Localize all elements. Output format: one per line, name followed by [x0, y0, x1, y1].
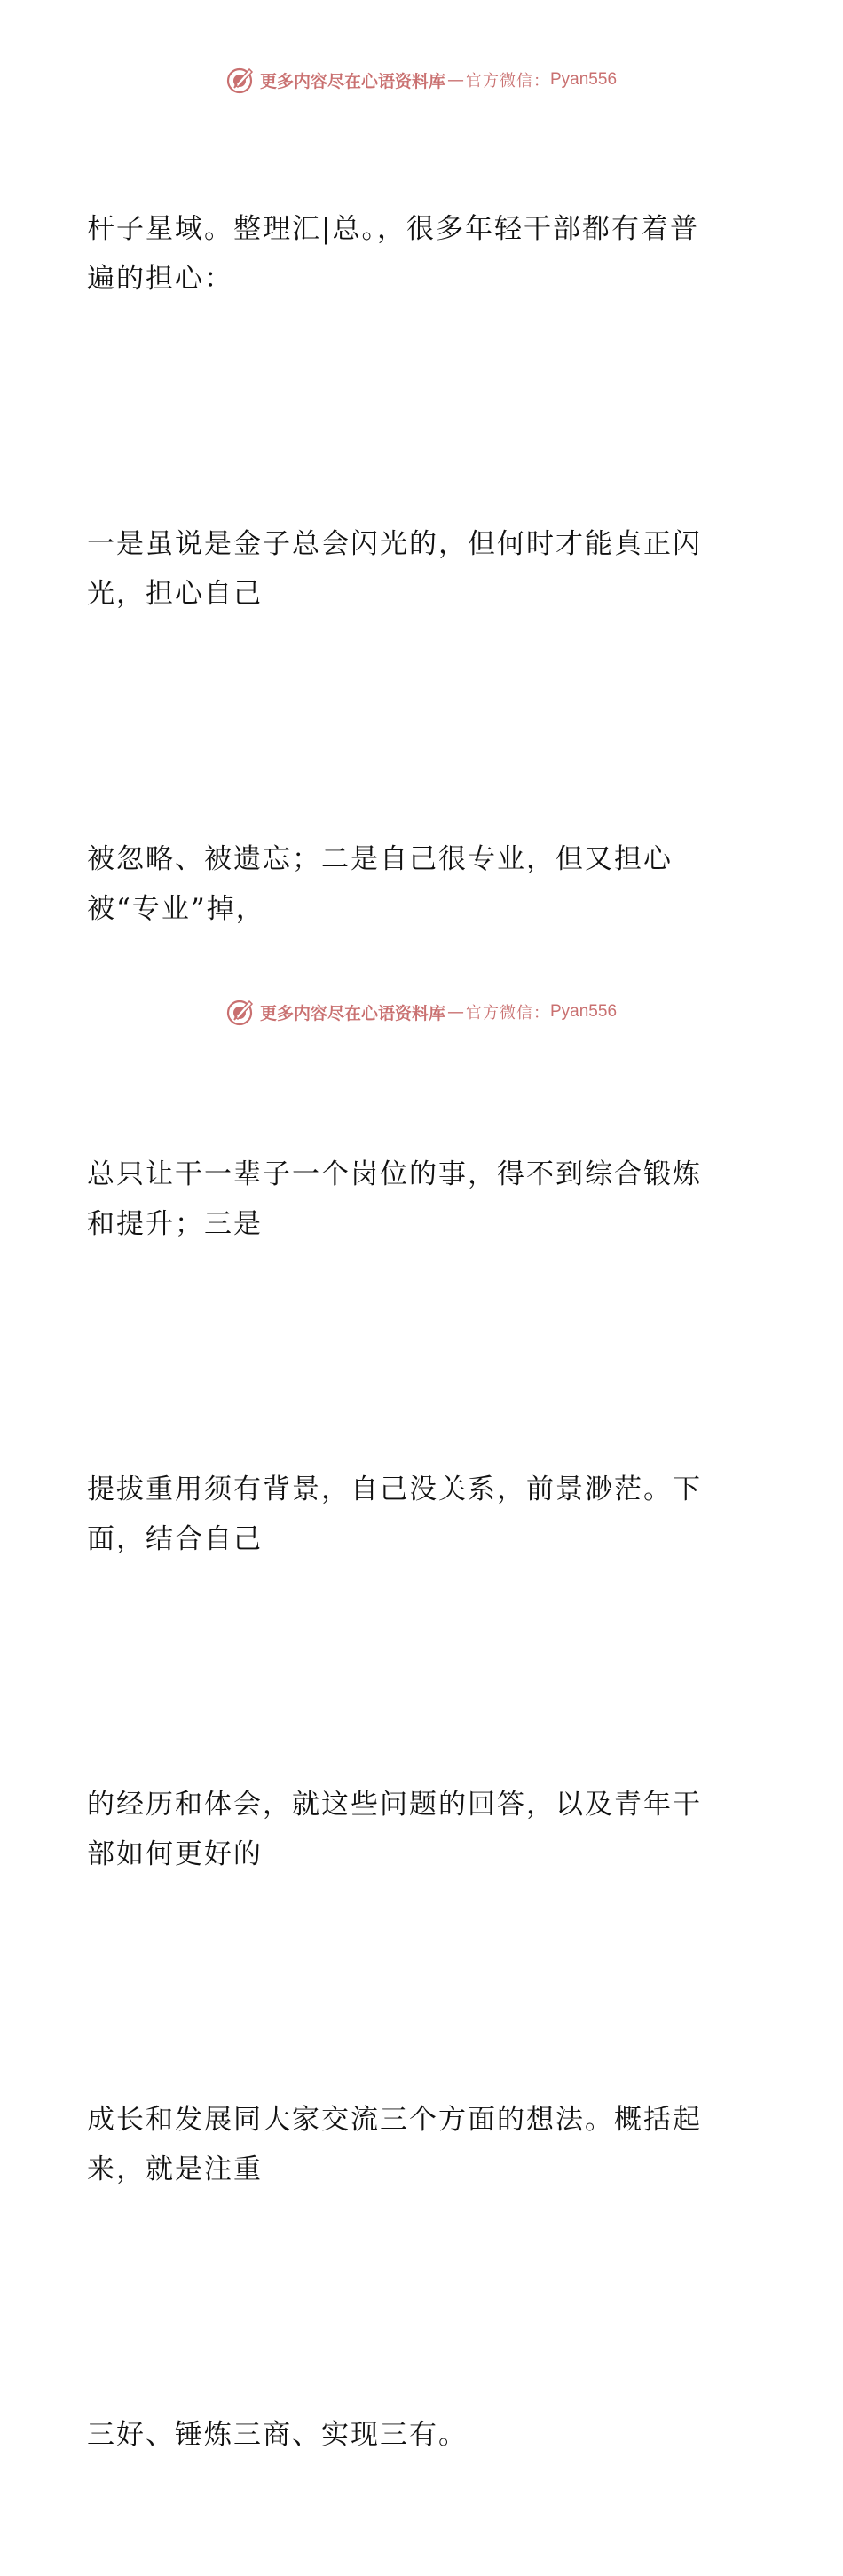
watermark-separator: —: [447, 1002, 464, 1022]
text-line: 面，结合自己: [87, 1523, 263, 1555]
paragraph: [87, 1365, 761, 1663]
document-body: [87, 105, 761, 2576]
watermark-separator: —: [447, 70, 464, 90]
watermark-main-text: 更多内容尽在心语资料库: [259, 1003, 445, 1023]
text-line: 提拔重用须有背景，自己没关系，前景渺茫。下: [87, 1474, 702, 1505]
text-line: 的经历和体会，就这些问题的回答，以及青年干: [87, 1789, 702, 1821]
paragraph: [87, 1995, 761, 2294]
text-line: 成长和发展同大家交流三个方面的想法。概括起: [87, 2104, 702, 2136]
text-line: 光，担心自己: [87, 578, 263, 610]
text-line: 遍的担心：: [87, 263, 233, 295]
footer-watermark: [0, 994, 843, 1030]
text-line: 被忽略、被遗忘；二是自己很专业，但又担心: [87, 843, 673, 875]
quill-logo-icon: [226, 998, 255, 1026]
watermark-wechat-id: Pyan556: [550, 70, 618, 89]
watermark-wechat-label: 官方微信：: [466, 72, 550, 91]
paragraph: [87, 105, 761, 403]
paragraph: [87, 735, 761, 1033]
quill-logo-icon: [226, 66, 255, 94]
watermark-wechat-label: 官方微信：: [466, 1004, 550, 1023]
paragraph: [87, 1680, 761, 1979]
text-line: 来，就是注重: [87, 2153, 263, 2185]
text-line: 总只让干一辈子一个岗位的事，得不到综合锻炼: [87, 1158, 702, 1190]
text-line: 部如何更好的: [87, 1838, 263, 1870]
watermark-wechat-id: Pyan556: [550, 1002, 618, 1021]
text-line: 三好、锤炼三商、实现三有。: [87, 2419, 468, 2451]
text-line: 和提升；三是: [87, 1208, 263, 1240]
text-line: 被“专业”掉，: [87, 893, 265, 925]
watermark-main-text: 更多内容尽在心语资料库: [259, 71, 445, 91]
header-watermark: [0, 62, 843, 98]
paragraph: [87, 420, 761, 718]
paragraph: [87, 2311, 761, 2559]
text-line: 一是虽说是金子总会闪光的，但何时才能真正闪: [87, 528, 702, 560]
paragraph: [87, 1050, 761, 1348]
text-line: 杆子星域。整理汇|总。，很多年轻干部都有着普: [87, 213, 699, 245]
